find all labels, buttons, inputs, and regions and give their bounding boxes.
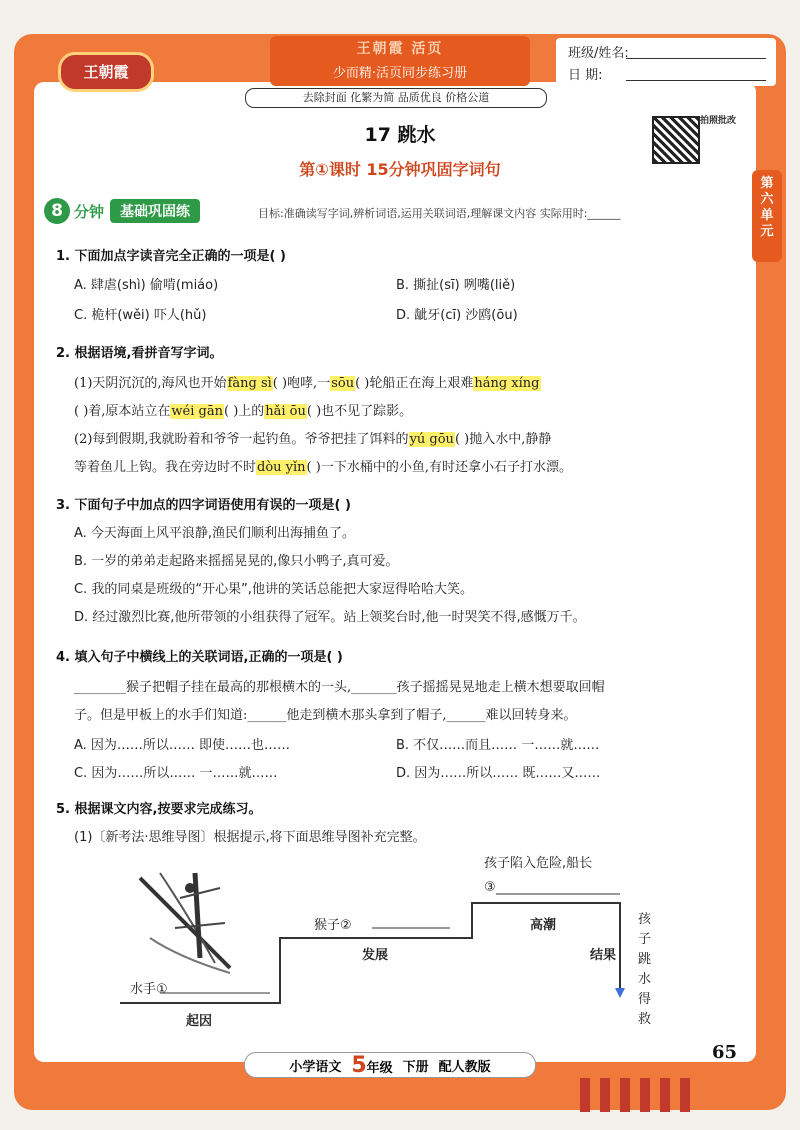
q1-option-a[interactable]: A. 肆虐(shì) 偷啃(miáo): [74, 278, 219, 293]
top-banner: [270, 36, 530, 86]
section-minutes-unit: 分钟: [74, 202, 105, 221]
q2-p2-line1: (2)每到假期,我就盼着和爷爷一起钓鱼。爷爷把挂了饵料的yú gōu( )抛入水中,静静: [74, 432, 552, 447]
unit-tab-label: 第六单元: [760, 176, 774, 239]
mind-map-step3-label: 高潮: [530, 918, 557, 933]
pinyin-haiou: hǎi ōu: [265, 404, 306, 419]
mind-map-step2-prompt: 猴子②: [314, 918, 352, 933]
qr-code-icon[interactable]: [652, 116, 700, 164]
banner-title: 王朝霞 活页: [356, 41, 444, 57]
page-number: 65: [712, 1042, 738, 1063]
decor-stripe: [640, 1078, 650, 1112]
footer-subject: 小学语文: [289, 1059, 342, 1075]
q2-stem: 2. 根据语境,看拼音写字词。: [56, 346, 223, 361]
qr-caption: 拍照批改: [700, 116, 737, 126]
q3-stem: 3. 下面句子中加点的四字词语使用有误的一项是( ): [56, 498, 351, 513]
q1-option-b[interactable]: B. 撕扯(sī) 咧嘴(liě): [396, 278, 516, 293]
section-minutes-number: 8: [44, 198, 70, 224]
footer-edition: 配人教版: [438, 1059, 491, 1075]
pinyin-hangxing: háng xíng: [474, 376, 540, 391]
q4-line1: ________猴子把帽子挂在最高的那根横木的一头,_______孩子摇摇晃晃地走上横木想要取回帽: [74, 680, 605, 695]
footer-grade-unit: 年级: [366, 1060, 393, 1076]
pinyin-douyin: dòu yǐn: [257, 460, 306, 475]
footer-book-info: [244, 1052, 536, 1078]
section-header: [44, 198, 200, 224]
pinyin-weigan: wéi gān: [171, 404, 223, 419]
mind-map-step3-prompt: ③: [484, 880, 496, 895]
date-line[interactable]: [626, 80, 766, 81]
q3-option-c[interactable]: C. 我的同桌是班级的“开心果”,他讲的笑话总能把大家逗得哈哈大笑。: [74, 582, 473, 597]
arrow-down-icon: [615, 988, 625, 998]
pinyin-yugou: yú gōu: [409, 432, 454, 447]
decor-stripe: [660, 1078, 670, 1112]
lesson-title: 17 跳水: [364, 124, 436, 146]
q4-line2: 子。但是甲板上的水手们知道:______他走到横木那头拿到了帽子,______难以回转身来。: [74, 708, 577, 723]
decor-stripe: [620, 1078, 630, 1112]
section-label: 基础巩固练: [110, 199, 200, 223]
section-goal: 目标:准确读写字词,辨析词语,运用关联词语,理解课文内容 实际用时:______: [258, 207, 621, 220]
q4-option-c[interactable]: C. 因为……所以…… 一……就……: [74, 766, 278, 781]
q2-p2-line2: 等着鱼儿上钩。我在旁边时不时dòu yǐn( )一下水桶中的小鱼,有时还拿小石子打水漂。: [74, 460, 572, 475]
q4-stem: 4. 填入句子中横线上的关联词语,正确的一项是( ): [56, 650, 343, 665]
q3-option-b[interactable]: B. 一岁的弟弟走起路来摇摇晃晃的,像只小鸭子,真可爱。: [74, 554, 399, 569]
q4-option-b[interactable]: B. 不仅……而且…… 一……就……: [396, 738, 600, 753]
slogan: 去除封面 化繁为简 品质优良 价格公道: [245, 88, 547, 108]
q3-option-a[interactable]: A. 今天海面上风平浪静,渔民们顺利出海捕鱼了。: [74, 526, 356, 541]
brand-logo: 王朝霞: [58, 52, 154, 92]
q5-stem: 5. 根据课文内容,按要求完成练习。: [56, 802, 262, 817]
mind-map-step4-text: 孩子跳水得救: [638, 912, 652, 1027]
mind-map-step1-prompt: 水手①: [130, 982, 168, 997]
mind-map-step1-label: 起因: [186, 1014, 213, 1029]
footer-term: 下册: [402, 1059, 429, 1075]
mind-map-step4-label: 结果: [590, 948, 617, 963]
class-name-label: 班级/姓名:: [568, 46, 629, 61]
q3-option-d[interactable]: D. 经过激烈比赛,他所带领的小组获得了冠军。站上领奖台时,他一时哭笑不得,感慨万千。: [74, 610, 586, 625]
decor-stripe: [580, 1078, 590, 1112]
decor-stripe: [680, 1078, 690, 1112]
q2-p1-line2: ( )着,原本站立在wéi gān( )上的hǎi ōu( )也不见了踪影。: [74, 404, 413, 419]
q1-stem: 1. 下面加点字读音完全正确的一项是( ): [56, 249, 286, 264]
decor-stripe: [600, 1078, 610, 1112]
lesson-subtitle: 第①课时 15分钟巩固字词句: [299, 160, 501, 179]
pinyin-sou: sōu: [331, 376, 355, 391]
q4-option-d[interactable]: D. 因为……所以…… 既……又……: [396, 766, 601, 781]
date-label: 日 期:: [568, 68, 603, 83]
banner-subtitle: 少而精·活页同步练习册: [332, 66, 468, 81]
mind-map-step2-label: 发展: [362, 948, 389, 963]
q1-option-c[interactable]: C. 桅杆(wěi) 吓人(hǔ): [74, 308, 207, 323]
class-name-line[interactable]: [626, 58, 766, 59]
student-info-box: [556, 38, 776, 86]
q2-p1-line1: (1)天阴沉沉的,海风也开始fàng sì( )咆哮,一sōu( )轮船正在海上艰难háng xíng: [74, 376, 540, 391]
pinyin-fangsi: fàng sì: [227, 376, 272, 391]
q5-sub1: (1)〔新考法·思维导图〕根据提示,将下面思维导图补充完整。: [74, 830, 426, 845]
q1-option-d[interactable]: D. 龇牙(cī) 沙鸥(ōu): [396, 308, 518, 323]
ship-illustration: [140, 873, 230, 973]
footer-grade-number: 5: [351, 1052, 367, 1078]
q4-option-a[interactable]: A. 因为……所以…… 即使……也……: [74, 738, 291, 753]
mind-map-step3-prompt-top: 孩子陷入危险,船长: [484, 856, 593, 871]
unit-tab: [752, 170, 782, 262]
